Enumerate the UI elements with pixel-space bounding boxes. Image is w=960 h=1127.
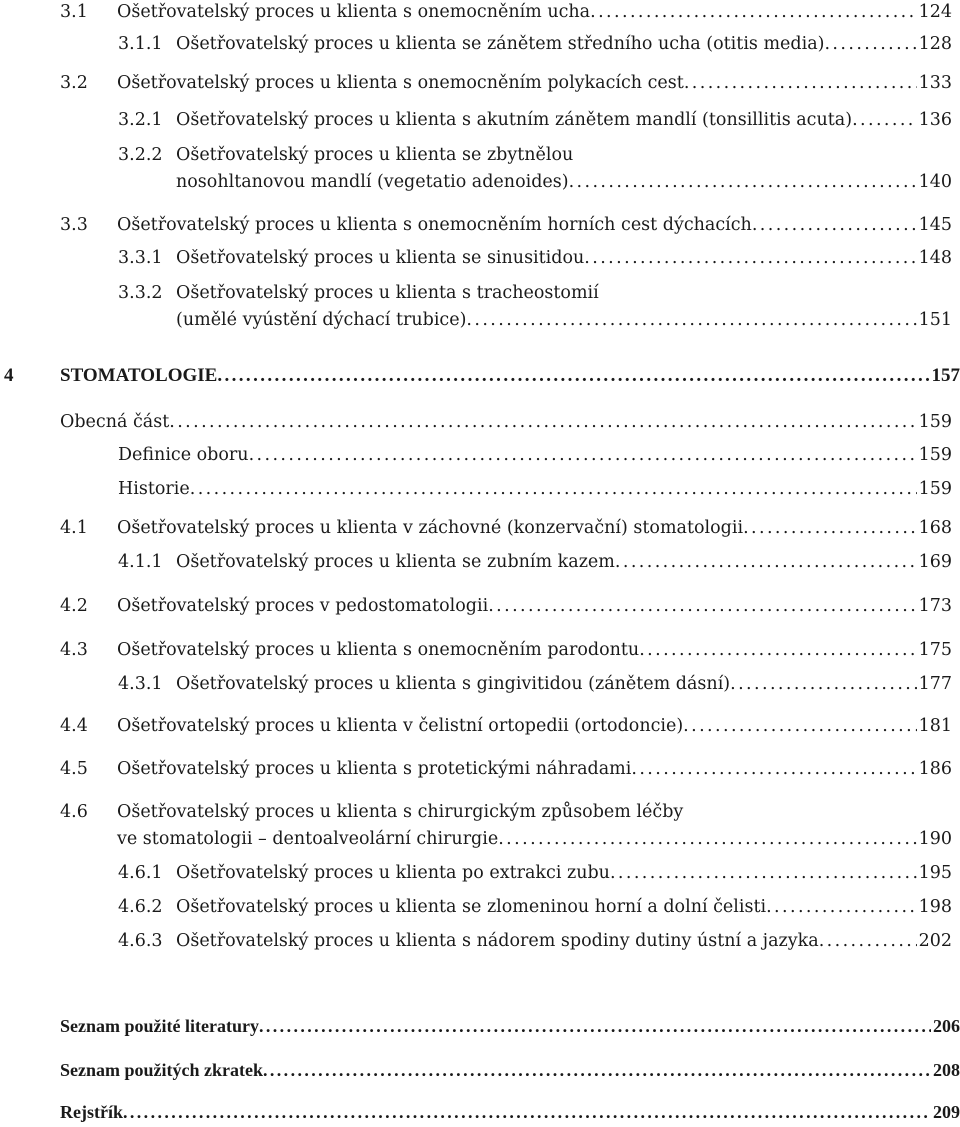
toc-entry-title: Rejstřík <box>60 1102 123 1122</box>
toc-entry-title: (umělé vyústění dýchací trubice) <box>176 310 467 330</box>
toc-entry-title: Ošetřovatelský proces u klienta s onemocněním parodontu <box>117 640 640 660</box>
toc-entry-page: 148 <box>918 248 952 268</box>
toc-entry-title: Ošetřovatelský proces u klienta se sinusitidou <box>176 248 585 268</box>
toc-chapter-entry[interactable] <box>4 365 960 387</box>
toc-leader-dots <box>852 110 917 130</box>
toc-entry-number: 4.3 <box>60 640 88 660</box>
toc-entry-page: 157 <box>931 365 960 386</box>
toc-entry[interactable] <box>60 73 952 93</box>
toc-entry[interactable] <box>118 863 952 883</box>
toc-entry[interactable] <box>60 716 952 736</box>
toc-entry-page: 159 <box>918 479 952 499</box>
toc-leader-dots <box>743 518 917 538</box>
toc-leader-dots <box>639 640 916 660</box>
toc-entry[interactable] <box>60 215 952 235</box>
toc-backmatter-entry[interactable] <box>60 1016 960 1037</box>
toc-entry-page: 202 <box>918 931 952 951</box>
toc-entry-page: 206 <box>933 1016 960 1036</box>
toc-backmatter-entry[interactable] <box>60 1060 960 1081</box>
toc-entry[interactable] <box>118 674 952 694</box>
toc-entry-page: 173 <box>918 596 952 616</box>
toc-entry-first-line[interactable] <box>118 283 599 303</box>
toc-entry-title: nosohltanovou mandlí (vegetatio adenoides) <box>176 172 569 192</box>
toc-entry-title: Obecná část <box>60 412 170 432</box>
toc-entry[interactable] <box>60 596 952 616</box>
toc-entry-page: 133 <box>918 73 952 93</box>
toc-entry-page: 195 <box>918 863 952 883</box>
toc-entry-number: 3.2.2 <box>118 145 163 165</box>
toc-entry-title: Ošetřovatelský proces u klienta s onemocněním horních cest dýchacích <box>117 215 752 235</box>
toc-entry-title: Seznam použitých zkratek <box>60 1060 263 1080</box>
toc-entry-number: 4.1.1 <box>118 552 163 572</box>
toc-entry[interactable] <box>117 829 952 849</box>
toc-leader-dots <box>766 897 917 917</box>
toc-leader-dots <box>752 215 917 235</box>
toc-entry-title: Ošetřovatelský proces u klienta s akutním zánětem mandlí (tonsillitis acuta) <box>176 110 853 130</box>
toc-leader-dots <box>683 716 916 736</box>
toc-entry-number: 4.4 <box>60 716 88 736</box>
toc-entry-title: Ošetřovatelský proces u klienta s gingivitidou (zánětem dásní) <box>176 674 731 694</box>
toc-entry-number: 3.1.1 <box>118 34 163 54</box>
toc-entry-page: 209 <box>933 1102 960 1122</box>
toc-entry-page: 181 <box>918 716 952 736</box>
toc-entry-page: 177 <box>918 674 952 694</box>
toc-leader-dots <box>498 829 916 849</box>
toc-entry-first-line[interactable] <box>118 145 573 165</box>
toc-leader-dots <box>488 596 916 616</box>
toc-entry-title: Ošetřovatelský proces v pedostomatologii <box>117 596 489 616</box>
toc-leader-dots <box>615 552 917 572</box>
toc-entry-page: 151 <box>918 310 952 330</box>
toc-entry-title: Historie <box>118 479 190 499</box>
toc-leader-dots <box>569 172 917 192</box>
toc-entry-title: Ošetřovatelský proces u klienta v záchovné (konzervační) stomatologii <box>117 518 744 538</box>
toc-entry[interactable] <box>60 412 952 432</box>
toc-entry-page: 175 <box>918 640 952 660</box>
toc-entry-title: ve stomatologii – dentoalveolární chirurgie <box>117 829 499 849</box>
toc-entry-number: 4.6.2 <box>118 897 163 917</box>
toc-leader-dots <box>249 445 917 465</box>
toc-entry[interactable] <box>60 518 952 538</box>
toc-entry-page: 169 <box>918 552 952 572</box>
toc-entry-title: Ošetřovatelský proces u klienta po extrakci zubu <box>176 863 610 883</box>
toc-entry[interactable] <box>118 445 952 465</box>
toc-leader-dots <box>631 759 916 779</box>
toc-entry-number: 4 <box>4 365 14 386</box>
toc-entry-title: Seznam použité literatury <box>60 1016 259 1036</box>
toc-entry[interactable] <box>60 759 952 779</box>
toc-entry-page: 208 <box>933 1060 960 1080</box>
toc-leader-dots <box>123 1102 931 1123</box>
toc-entry-page: 145 <box>918 215 952 235</box>
toc-entry-title-line1: Ošetřovatelský proces u klienta s chirurgickým způsobem léčby <box>117 802 684 822</box>
toc-entry-page: 168 <box>918 518 952 538</box>
toc-entry[interactable] <box>60 640 952 660</box>
toc-entry-page: 140 <box>918 172 952 192</box>
toc-entry-title: Ošetřovatelský proces u klienta s onemocněním polykacích cest <box>117 73 684 93</box>
toc-leader-dots <box>259 1016 931 1037</box>
toc-entry[interactable] <box>118 552 952 572</box>
toc-leader-dots <box>730 674 916 694</box>
toc-entry-number: 4.3.1 <box>118 674 163 694</box>
toc-entry-title: Ošetřovatelský proces u klienta s protetickými náhradami <box>117 759 632 779</box>
toc-entry-title: Definice oboru <box>118 445 249 465</box>
toc-entry[interactable] <box>118 110 952 130</box>
toc-leader-dots <box>217 365 929 387</box>
toc-entry-title: Ošetřovatelský proces u klienta s nádorem spodiny dutiny ústní a jazyka <box>176 931 819 951</box>
toc-entry-number: 4.2 <box>60 596 88 616</box>
toc-entry-page: 186 <box>918 759 952 779</box>
toc-entry-number: 3.2.1 <box>118 110 163 130</box>
toc-entry-title: Ošetřovatelský proces u klienta s onemocněním ucha <box>117 2 591 22</box>
toc-backmatter-entry[interactable] <box>60 1102 960 1123</box>
toc-leader-dots <box>466 310 916 330</box>
toc-leader-dots <box>824 34 916 54</box>
toc-leader-dots <box>263 1060 931 1081</box>
toc-entry-title: STOMATOLOGIE <box>60 365 218 386</box>
toc-leader-dots <box>584 248 916 268</box>
toc-leader-dots <box>169 412 916 432</box>
toc-entry-number: 3.2 <box>60 73 88 93</box>
toc-entry-page: 128 <box>918 34 952 54</box>
toc-entry[interactable] <box>176 172 952 192</box>
toc-entry[interactable] <box>118 479 952 499</box>
toc-entry-title: Ošetřovatelský proces u klienta se zánětem středního ucha (otitis media) <box>176 34 825 54</box>
toc-entry-number: 3.3.2 <box>118 283 163 303</box>
toc-leader-dots <box>684 73 917 93</box>
toc-entry-page: 159 <box>918 445 952 465</box>
toc-entry-page: 159 <box>918 412 952 432</box>
toc-entry[interactable] <box>60 2 952 22</box>
toc-entry-page: 198 <box>918 897 952 917</box>
toc-entry-number: 3.1 <box>60 2 88 22</box>
toc-entry-number: 3.3 <box>60 215 88 235</box>
toc-entry-page: 124 <box>918 2 952 22</box>
toc-entry-title-line1: Ošetřovatelský proces u klienta se zbytnělou <box>176 145 574 165</box>
toc-entry[interactable] <box>118 248 952 268</box>
toc-entry-number: 4.6.3 <box>118 931 163 951</box>
toc-leader-dots <box>190 479 917 499</box>
toc-entry-number: 4.1 <box>60 518 88 538</box>
toc-leader-dots <box>819 931 917 951</box>
toc-entry-number: 4.6.1 <box>118 863 163 883</box>
toc-entry-page: 190 <box>918 829 952 849</box>
toc-entry[interactable] <box>118 897 952 917</box>
toc-entry-title: Ošetřovatelský proces u klienta v čelistní ortopedii (ortodoncie) <box>117 716 684 736</box>
toc-entry-number: 4.5 <box>60 759 88 779</box>
toc-entry[interactable] <box>118 34 952 54</box>
toc-entry-title-line1: Ošetřovatelský proces u klienta s tracheostomií <box>176 283 599 303</box>
toc-entry-number: 4.6 <box>60 802 88 822</box>
toc-leader-dots <box>610 863 917 883</box>
toc-entry[interactable] <box>176 310 952 330</box>
toc-entry-page: 136 <box>918 110 952 130</box>
toc-entry-first-line[interactable] <box>60 802 683 822</box>
toc-entry-number: 3.3.1 <box>118 248 163 268</box>
toc-leader-dots <box>590 2 916 22</box>
toc-entry-title: Ošetřovatelský proces u klienta se zlomeninou horní a dolní čelisti <box>176 897 767 917</box>
toc-entry[interactable] <box>118 931 952 951</box>
toc-entry-title: Ošetřovatelský proces u klienta se zubním kazem <box>176 552 615 572</box>
